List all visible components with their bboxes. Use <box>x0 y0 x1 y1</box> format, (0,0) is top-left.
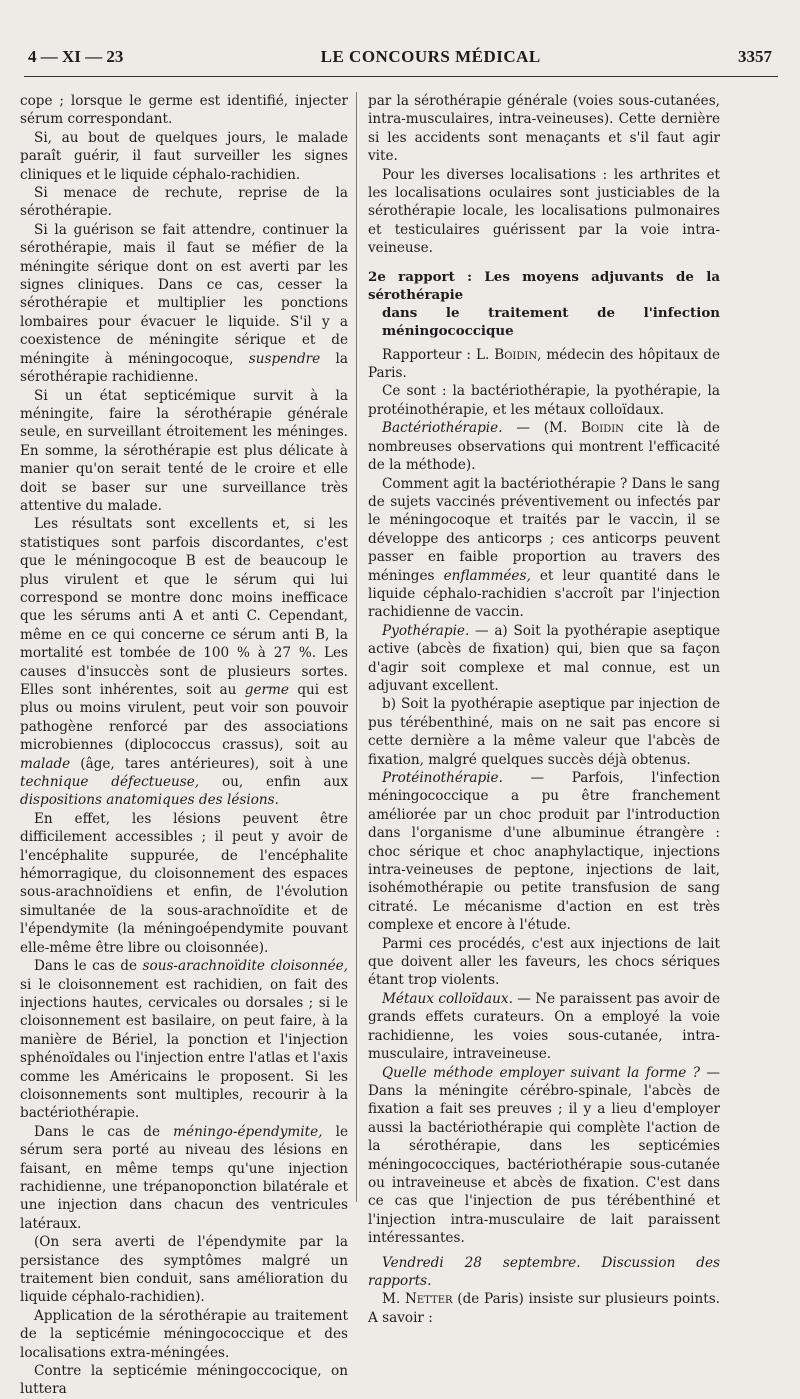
paragraph: En effet, les lésions peuvent être difficilement accessibles ; il peut y avoir de l'encéphalite suppurée, de l'encéphalite hémorragique, du cloisonnement des espaces sous-arachnoïdiens et enfin, de l'évolution simultanée de la sous-arachnoïdite et de l'épendymite (la méningoépendymite pouvant elle-même être libre ou cloisonnée). <box>20 810 348 956</box>
paragraph <box>368 1290 720 1327</box>
paragraph <box>368 990 720 1064</box>
italic-text: Bactériothérapie. <box>382 420 503 437</box>
italic-text: Quelle méthode employer suivant la forme ? <box>382 1064 700 1081</box>
paragraph: par la sérothérapie générale (voies sous-cutanées, intra-musculaires, intra-veineuses). Cette dernière si les accidents sont menaçants et s'il faut agir vite. <box>368 93 720 165</box>
page-header <box>28 44 772 70</box>
paragraph: Application de la sérothérapie au traitement de la septicémie méningococcique et des localisations extra-méningées. <box>20 1307 348 1361</box>
text: Dans le cas de <box>34 1123 161 1140</box>
text: — Dans la méningite cérébro-spinale, l'abcès de fixation a fait ses preuves ; il y a lieu d'employer aussi la bactériothérapie qui complète l'action de la sérothérapie, dans les septicémies méningococciques, bactériothérapie sous-cutanée ou intraveineuse et abcès de fixation. C'est dans ce cas que l'injection de pus térébenthiné et l'injection intra-musculaire de lait paraissent intéressantes. <box>368 1064 720 1247</box>
text: médecin des hôpitaux de Paris. <box>368 346 720 382</box>
text: et leur quantité dans le liquide céphalo-rachidien s'accroît par l'injection rachidienne de vaccin. <box>368 567 720 621</box>
text: Comment agit la bactériothérapie ? Dans le sang de sujets vaccinés préventivement ou infectés par le méningocoque et traités par le vaccin, il se développe des anticorps ; ces anticorps peuvent passer en faible proportion au travers des méninges <box>368 475 720 584</box>
text: cite là de nombreuses observations qui montrent l'efficacité de la méthode). <box>368 420 720 474</box>
text: qui est plus ou moins virulent, peut voir son pouvoir pathogène renforcé par des associations microbiennes (diplococcus crassus), soit au <box>20 682 349 754</box>
header-rule <box>24 76 778 77</box>
journal-title: LE CONCOURS MÉDICAL <box>320 47 541 66</box>
text: si le cloisonnement est rachidien, on fait des injections hautes, cervicales ou dorsales ; si le cloisonnement est basilaire, on peut faire, à la manière de Bériel, la ponction et l'injection sphénoïdales ou l'injection entre l'atlas et l'axis comme les Américains le proposent. Si les cloisonnements sont multiples, recourir à la bactériothérapie. <box>20 976 348 1122</box>
italic-text: dispositions anatomiques des lésions. <box>20 792 279 809</box>
paragraph <box>368 769 720 935</box>
paragraph: Contre la septicémie méningoccocique, on luttera <box>20 1363 348 1398</box>
left-column <box>20 92 348 1399</box>
italic-text: enflammées, <box>443 567 531 584</box>
text: — Ne paraissent pas avoir de grands effets curateurs. On a employé la voie rachidienne, les voies sous-cutanée, intra-musculaire, intraveineuse. <box>368 990 720 1063</box>
right-column <box>368 92 720 1327</box>
paragraph: Ce sont : la bactériothérapie, la pyothérapie, la protéinothérapie, et les métaux colloïdaux. <box>368 383 720 418</box>
paragraph: b) Soit la pyothérapie aseptique par injection de pus térébenthiné, mais on ne sait pas encore si cette dernière a la même valeur que l'abcès de fixation, malgré quelques succès déjà obtenus. <box>368 696 720 768</box>
paragraph: Si, au bout de quelques jours, le malade paraît guérir, il faut surveiller les signes cliniques et le liquide céphalo-rachidien. <box>20 129 348 183</box>
section-title-line1: Les moyens adjuvants de la sérothérapie <box>368 268 721 303</box>
paragraph: Parmi ces procédés, c'est aux injections de lait que doivent aller les faveurs, les chocs sériques étant trop violents. <box>368 935 720 989</box>
italic-text: méningo-épendymite, <box>173 1123 323 1140</box>
paragraph: cope ; lorsque le germe est identifié, injecter sérum correspondant. <box>20 93 348 128</box>
text: (âge, tares antérieures), soit à une <box>80 755 348 772</box>
paragraph: Pour les diverses localisations : les arthrites et les localisations oculaires sont justiciables de la sérothérapie locale, les localisations pulmonaires et testiculaires guérissent par la voie intra-veineuse. <box>368 166 720 257</box>
text: le sérum sera porté au niveau des lésions en faisant, en même temps qu'une injection rachidienne, une trépanoponction bilatérale et une injection dans chacun des ventricules latéraux. <box>20 1123 349 1232</box>
paragraph <box>20 957 348 1123</box>
author-name: Netter <box>404 1291 453 1308</box>
paragraph: (On sera averti de l'épendymite par la persistance des symptômes malgré un traitement bien conduit, sans amélioration du liquide céphalo-rachidien). <box>20 1234 348 1306</box>
page-number: 3357 <box>737 47 772 66</box>
paragraph <box>20 221 348 387</box>
text: M. <box>382 1291 401 1308</box>
paragraph <box>20 1123 348 1233</box>
text: la sérothérapie rachidienne. <box>20 350 348 386</box>
author-name: Boidin <box>581 420 624 437</box>
paragraph <box>368 419 720 474</box>
text: (de Paris) insiste sur plusieurs points. A savoir : <box>368 1291 721 1326</box>
paragraph <box>20 515 348 810</box>
text: Les résultats sont excellents et, si les statistiques sont parfois discordantes, c'est que le méningocoque B est de beaucoup le plus virulent et que le sérum qui lui correspond se montre donc moins inefficace que les sérums anti A et anti C. Cependant, même en ce qui concerne ce sérum anti B, la mortalité est tombée de 100 % à 27 %. Les causes d'insuccès sont de plusieurs sortes. Elles sont inhérentes, soit au <box>20 516 348 698</box>
italic-text: germe <box>244 682 289 698</box>
paragraph <box>368 622 720 696</box>
text: — a) Soit la pyothérapie aseptique active (abcès de fixation) qui, bien que sa façon d'agir soit complexe et mal connue, est un adjuvant excellent. <box>368 622 720 694</box>
section-heading <box>368 268 720 340</box>
paragraph: Si menace de rechute, reprise de la sérothérapie. <box>20 185 348 220</box>
italic-text: Protéinothérapie. <box>382 770 503 786</box>
author-name: Boidin, <box>494 346 542 363</box>
text: Dans le cas de <box>34 958 138 975</box>
discussion-date: Vendredi 28 septembre. Discussion des rapports. <box>368 1254 720 1289</box>
section-number: 2e rapport : <box>368 268 473 285</box>
italic-text: sous-arachnoïdite cloisonnée, <box>142 958 348 975</box>
italic-text: Métaux colloïdaux. <box>382 990 513 1007</box>
italic-text: technique défectueuse, <box>20 774 200 791</box>
text: Si la guérison se fait attendre, continuer la sérothérapie, mais il faut se méfier de la méningite sérique dont on est averti par les signes cliniques. Dans ce cas, cesser la sérothérapie et multiplier les ponctions lombaires pour évacuer le liquide. S'il y a coexistence de méningite sérique et de méningite à méningocoque, <box>20 221 348 367</box>
text: ou, enfin aux <box>221 774 348 791</box>
paragraph: Si un état septicémique survit à la méningite, faire la sérothérapie générale seule, en surveillant étroitement les méninges. En somme, la sérothérapie est plus délicate à manier qu'on serait tenté de le croire et elle doit se baser sur une surveillance très attentive du malade. <box>20 387 348 514</box>
paragraph <box>368 475 720 622</box>
paragraph <box>368 346 720 383</box>
column-divider <box>356 92 357 1202</box>
section-title-line2: dans le traitement de l'infection méningococcique <box>382 304 720 339</box>
text: — Parfois, l'infection méningococcique a pu être franchement améliorée par un choc produit par l'introduction dans l'organisme d'une albuminue étrangère : choc sérique et choc anaphylactique, injections intra-veineuses de peptone, injections de lait, isohémothérapie ou petite transfusion de sang citraté. Le mécanisme d'action en est très complexe et encore à l'étude. <box>368 770 720 934</box>
italic-text: suspendre <box>248 350 321 367</box>
text: Rapporteur : L. <box>382 346 490 363</box>
paragraph <box>368 1064 720 1248</box>
italic-text: malade <box>20 755 71 772</box>
issue-date: 4 — XI — 23 <box>28 47 124 66</box>
text: — (M. <box>516 420 568 437</box>
italic-text: Pyothérapie. <box>382 622 470 639</box>
